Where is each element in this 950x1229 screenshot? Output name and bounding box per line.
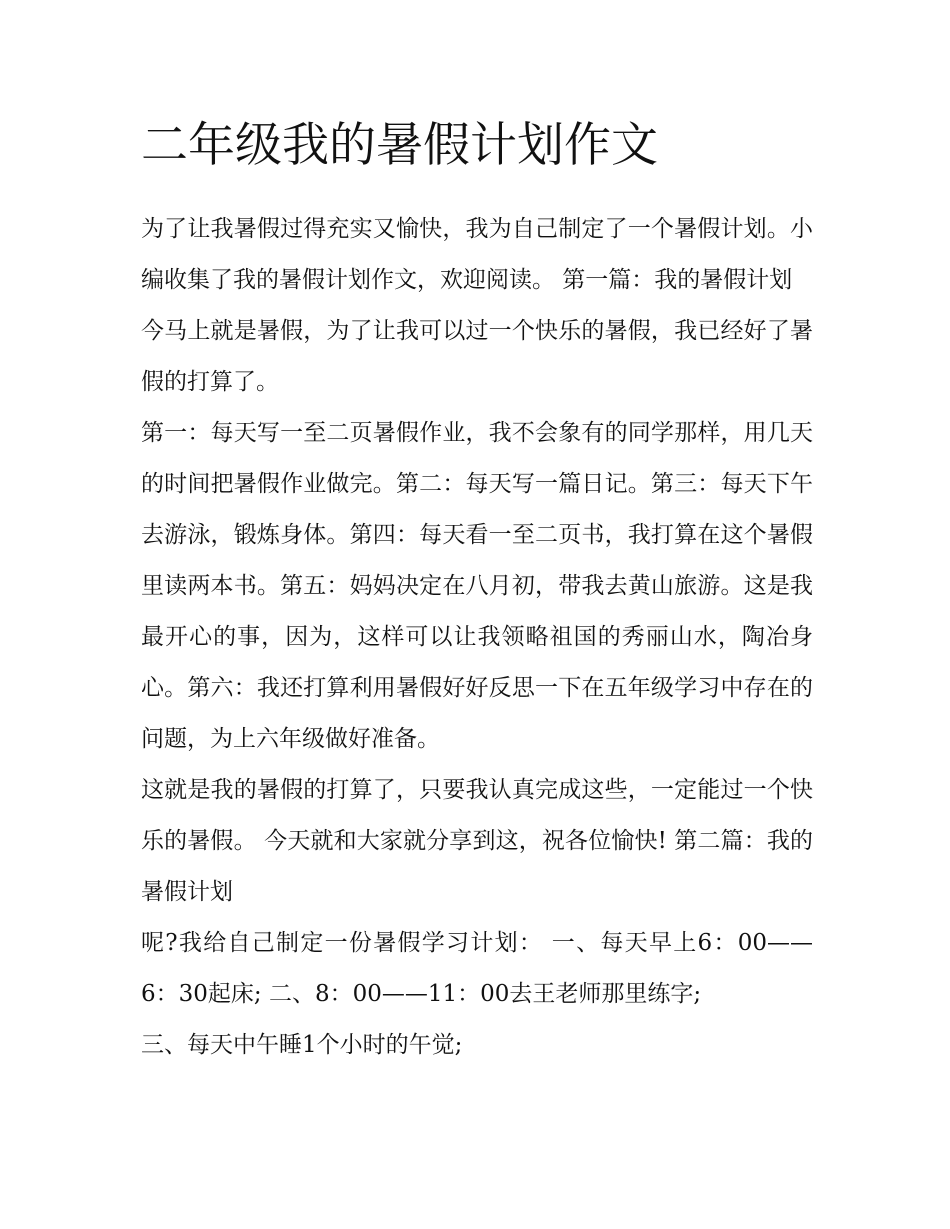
- document-title: 二年级我的暑假计划作文: [141, 118, 658, 173]
- paragraph-intro: 为了让我暑假过得充实又愉快，我为自己制定了一个暑假计划。小编收集了我的暑假计划作文，欢迎阅读。 第一篇：我的暑假计划: [141, 216, 813, 293]
- paragraph-plan-opening: 今马上就是暑假，为了让我可以过一个快乐的暑假，我已经好了暑假的打算了。: [141, 318, 813, 395]
- paragraph-study-schedule: 呢?我给自己制定一份暑假学习计划： 一、每天早上6：00——6：30起床; 二、8：00——11：00去王老师那里练字;: [141, 930, 813, 1007]
- document-content: [141, 112, 813, 1071]
- paragraph-plan-items: 第一：每天写一至二页暑假作业，我不会象有的同学那样，用几天的时间把暑假作业做完。第二：每天写一篇日记。第三：每天下午去游泳，锻炼身体。第四：每天看一至二页书，我打算在这个暑假里读两本书。第五：妈妈决定在八月初，带我去黄山旅游。这是我最开心的事，因为，这样可以让我领略祖国的秀丽山水，陶冶身心。第六：我还打算利用暑假好好反思一下在五年级学习中存在的问题，为上六年级做好准备。: [141, 420, 813, 752]
- paragraph-conclusion: 这就是我的暑假的打算了，只要我认真完成这些，一定能过一个快乐的暑假。 今天就和大家就分享到这，祝各位愉快! 第二篇：我的暑假计划: [141, 777, 813, 905]
- paragraph-nap: 三、每天中午睡1个小时的午觉;: [141, 1032, 463, 1058]
